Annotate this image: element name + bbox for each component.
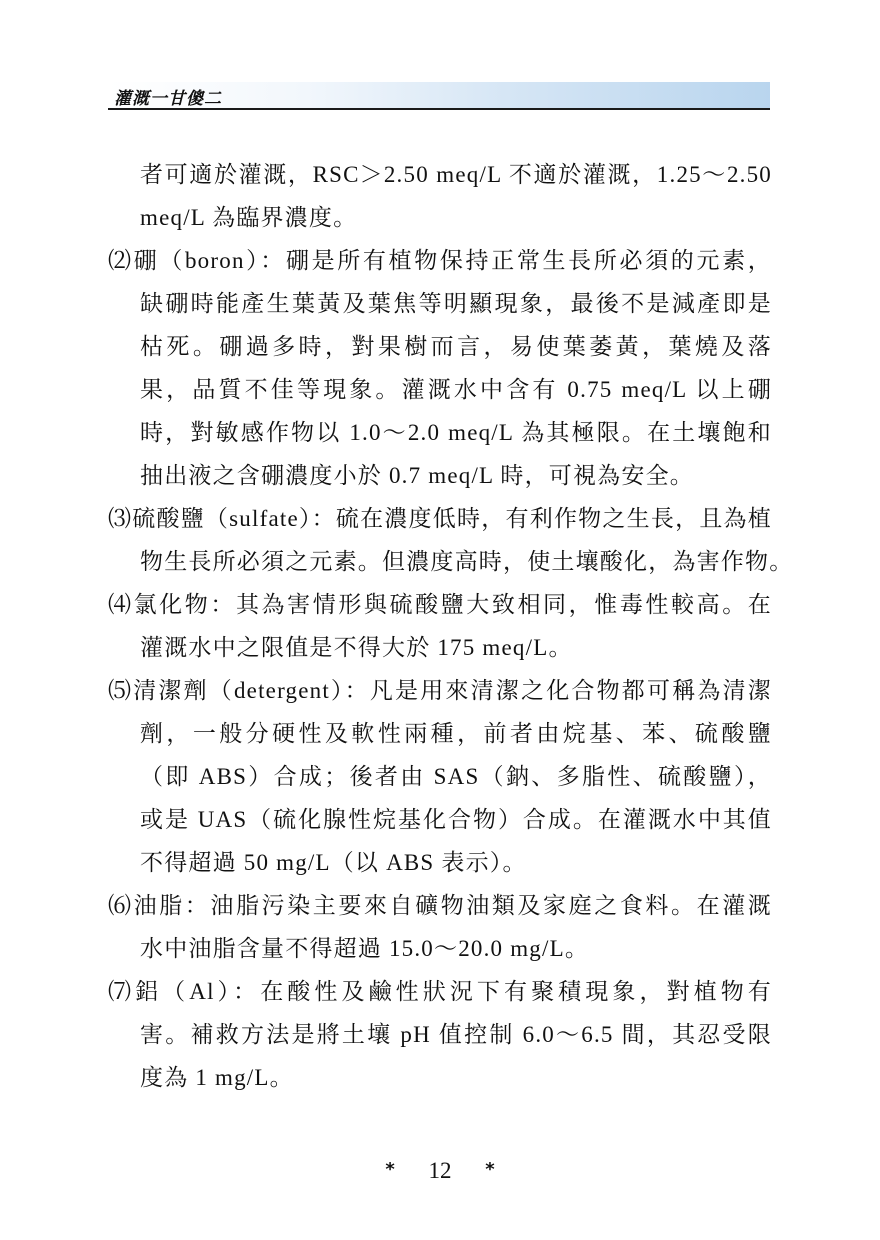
footer-star-right: * bbox=[485, 1159, 495, 1180]
text-line: 時，對敏感作物以 1.0～2.0 meq/L 為其極限。在土壤飽和 bbox=[140, 420, 772, 445]
text-line: 劑，一般分硬性及軟性兩種，前者由烷基、苯、硫酸鹽 bbox=[140, 721, 772, 746]
running-header-title: 灌溉一甘傻二 bbox=[114, 89, 222, 109]
text-line: 度為 1 mg/L。 bbox=[140, 1065, 294, 1090]
item-2-boron: ⑵硼（boron）：硼是所有植物保持正常生長所必須的元素， bbox=[108, 248, 772, 273]
text-line: 水中油脂含量不得超過 15.0～20.0 mg/L。 bbox=[140, 936, 590, 961]
item-7-aluminum: ⑺鋁（Al）：在酸性及鹼性狀況下有聚積現象，對植物有 bbox=[108, 979, 772, 1004]
text-line: 缺硼時能產生葉黃及葉焦等明顯現象，最後不是減產即是 bbox=[140, 291, 772, 316]
text-line: 物生長所必須之元素。但濃度高時，使土壤酸化，為害作物。 bbox=[140, 549, 794, 574]
text-line: 灌溉水中之限值是不得大於 175 meq/L。 bbox=[140, 635, 573, 660]
text-line: 害。補救方法是將土壤 pH 值控制 6.0～6.5 間，其忍受限 bbox=[140, 1022, 772, 1047]
item-4-chloride: ⑷氯化物：其為害情形與硫酸鹽大致相同，惟毒性較高。在 bbox=[108, 592, 772, 617]
footer-star-left: * bbox=[385, 1159, 395, 1180]
text-line: 枯死。硼過多時，對果樹而言，易使葉萎黃，葉燒及落 bbox=[140, 334, 772, 359]
text-line: 不得超過 50 mg/L（以 ABS 表示）。 bbox=[140, 850, 527, 875]
text-line: meq/L 為臨界濃度。 bbox=[140, 205, 358, 230]
text-line: 者可適於灌溉，RSC＞2.50 meq/L 不適於灌溉，1.25～2.50 bbox=[140, 162, 772, 187]
item-3-sulfate: ⑶硫酸鹽（sulfate）：硫在濃度低時，有利作物之生長，且為植 bbox=[108, 506, 772, 531]
text-line: 果，品質不佳等現象。灌溉水中含有 0.75 meq/L 以上硼 bbox=[140, 377, 772, 402]
page-number: 12 bbox=[428, 1158, 452, 1183]
text-line: 抽出液之含硼濃度小於 0.7 meq/L 時，可視為安全。 bbox=[140, 463, 694, 488]
page-footer bbox=[0, 1158, 880, 1184]
text-line: （即 ABS）合成；後者由 SAS（鈉、多脂性、硫酸鹽）， bbox=[140, 764, 772, 789]
text-line: 或是 UAS（硫化腺性烷基化合物）合成。在灌溉水中其值 bbox=[140, 807, 772, 832]
item-6-grease: ⑹油脂：油脂污染主要來自礦物油類及家庭之食料。在灌溉 bbox=[108, 893, 772, 918]
item-5-detergent: ⑸清潔劑（detergent）：凡是用來清潔之化合物都可稱為清潔 bbox=[108, 678, 772, 703]
